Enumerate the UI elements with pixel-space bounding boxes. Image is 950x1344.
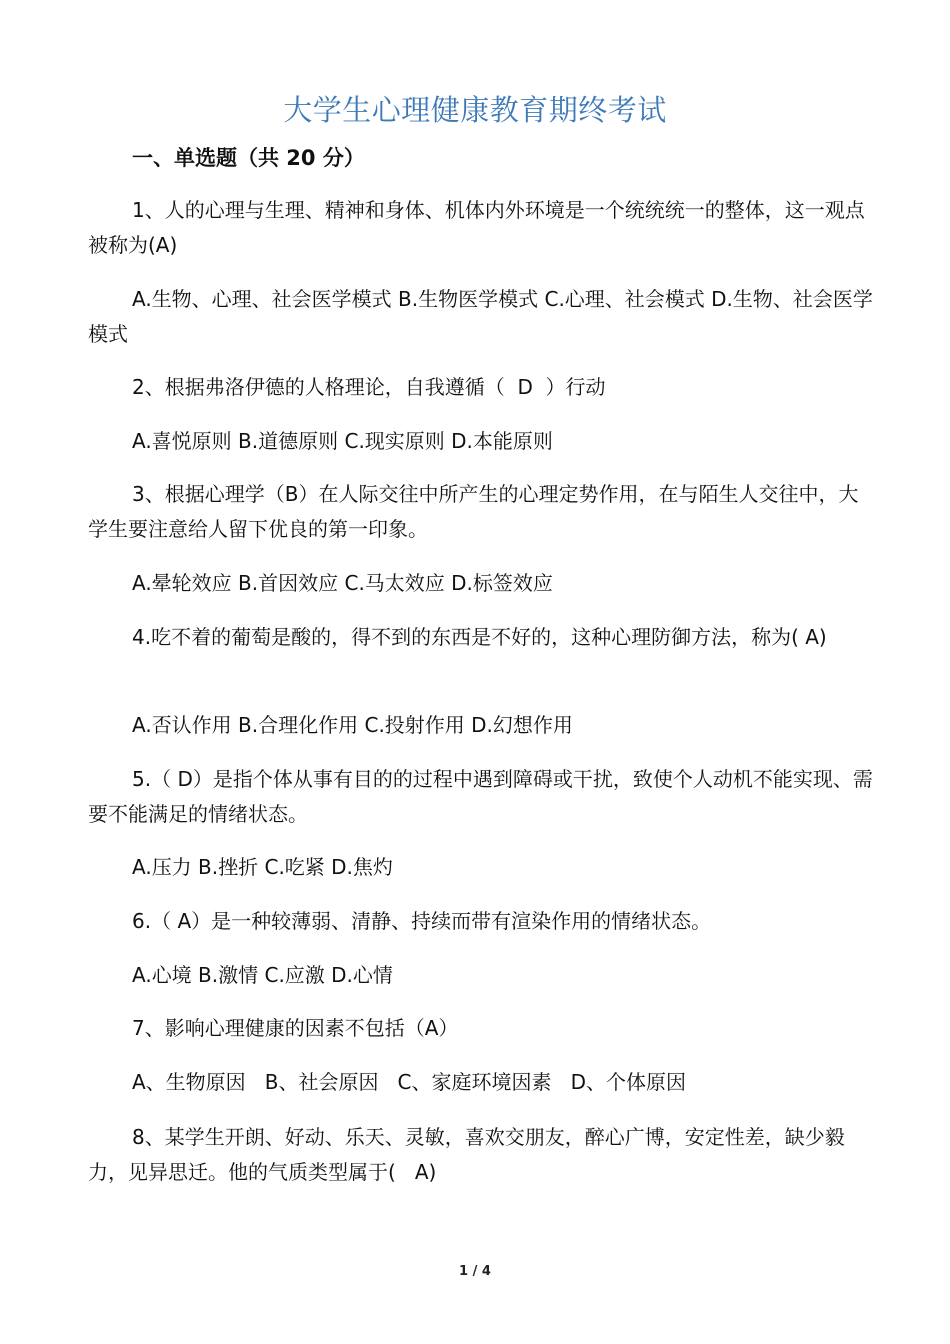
question-stem: 1、人的心理与生理、精神和身体、机体内外环境是一个统统统一的整体，这一观点被称为(A) — [88, 198, 865, 257]
question-stem: 4.吃不着的葡萄是酸的，得不到的东西是不好的，这种心理防御方法，称为( A) — [132, 625, 827, 649]
section-heading: 一、单选题（共 20 分） — [132, 146, 365, 170]
question-stem: 2、根据弗洛伊德的人格理论，自我遵循（ D ）行动 — [132, 375, 606, 399]
page-number: 1 / 4 — [459, 1264, 491, 1279]
question-options: A.心境 B.激情 C.应激 D.心情 — [132, 963, 393, 987]
question-options: A.晕轮效应 B.首因效应 C.马太效应 D.标签效应 — [132, 571, 553, 595]
question-options: A.生物、心理、社会医学模式 B.生物医学模式 C.心理、社会模式 D.生物、社会医学模式 — [88, 287, 873, 346]
page-title: 大学生心理健康教育期终考试 — [283, 93, 667, 127]
question-options: A、生物原因 B、社会原因 C、家庭环境因素 D、个体原因 — [132, 1070, 686, 1094]
question-options: A.否认作用 B.合理化作用 C.投射作用 D.幻想作用 — [132, 713, 573, 737]
question-stem: 3、根据心理学（B）在人际交往中所产生的心理定势作用，在与陌生人交往中，大学生要注意给人留下优良的第一印象。 — [88, 482, 859, 541]
question-stem: 8、某学生开朗、好动、乐天、灵敏，喜欢交朋友，醉心广博，安定性差，缺少毅力，见异思迁。他的气质类型属于( A) — [88, 1125, 845, 1184]
question-options: A.喜悦原则 B.道德原则 C.现实原则 D.本能原则 — [132, 429, 553, 453]
question-stem: 6.（ A）是一种较薄弱、清静、持续而带有渲染作用的情绪状态。 — [132, 909, 712, 933]
question-stem: 5.（ D）是指个体从事有目的的过程中遇到障碍或干扰，致使个人动机不能实现、需要不能满足的情绪状态。 — [88, 767, 873, 826]
question-stem: 7、影响心理健康的因素不包括（A） — [132, 1016, 459, 1040]
question-options: A.压力 B.挫折 C.吃紧 D.焦灼 — [132, 855, 393, 879]
